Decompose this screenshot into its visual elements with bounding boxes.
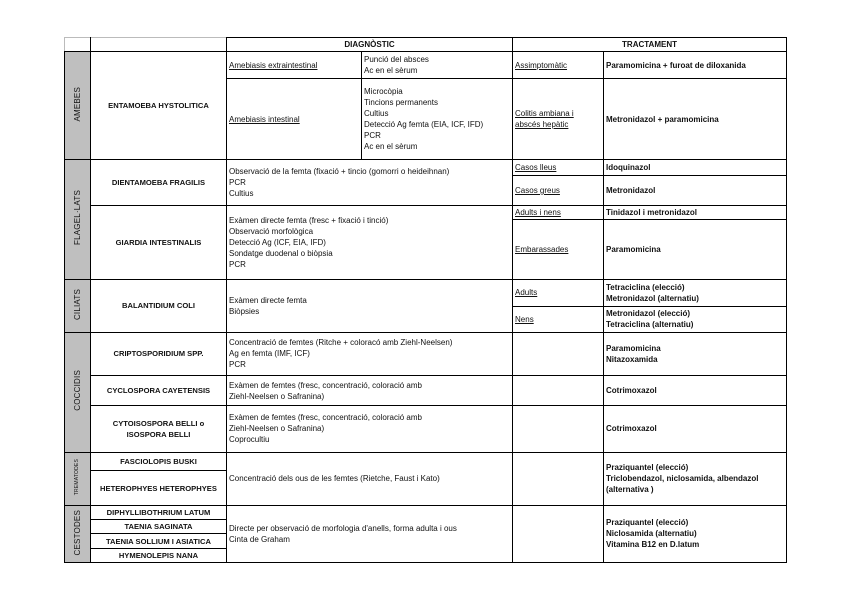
group-ciliats: CILIATS — [65, 279, 91, 332]
group-trematodes: TREMATODES — [65, 452, 91, 505]
case-colitis: Colitis ambiana i abscés hepàtic — [513, 78, 604, 160]
organism-dientamoeba: DIENTAMOEBA FRAGILIS — [91, 160, 227, 206]
case-assimptomatic: Assimptomàtic — [513, 52, 604, 79]
trematodes-case — [513, 452, 604, 505]
organism-diphyllibothrium: DIPHYLLIBOTHRIUM LATUM — [91, 505, 227, 519]
organism-balantidium: BALANTIDIUM COLI — [91, 279, 227, 332]
treatment-lleus: Idoquinazol — [604, 160, 787, 175]
treatment-criptosporidium: Paramomicina Nitazoxamida — [604, 332, 787, 376]
case-embarassades: Embarassades — [513, 220, 604, 279]
intestinal-tests: Microcòpia Tincions permanents Cultius Detecció Ag femta (EIA, ICF, IFD) PCR Ac en el sèrum — [362, 78, 513, 160]
trematodes-diagnostic: Concentració dels ous de les femtes (Rietche, Faust i Kato) — [227, 452, 513, 505]
diagnostic-header: DIAGNÒSTIC — [227, 38, 513, 52]
amebiasis-extraintestinal: Amebiasis extraintestinal — [227, 52, 362, 79]
corner-cell — [65, 38, 91, 52]
treatment-greus: Metronidazol — [604, 175, 787, 206]
organism-taenia-saginata: TAENIA SAGINATA — [91, 520, 227, 534]
criptosporidium-diagnostic: Concentració de femtes (Ritche + coloracó amb Ziehl-Neelsen) Ag en femta (IMF, ICF) PCR — [227, 332, 513, 376]
amebiasis-intestinal: Amebiasis intestinal — [227, 78, 362, 160]
cestodes-diagnostic: Directe per observació de morfologia d'anells, forma adulta i ous Cinta de Graham — [227, 505, 513, 562]
organism-entamoeba: ENTAMOEBA HYSTOLITICA — [91, 52, 227, 160]
treatment-embarassades: Paramomicina — [604, 220, 787, 279]
treatment-adults-nens: Tinidazol i metronidazol — [604, 206, 787, 220]
cytoisospora-diagnostic: Exàmen de femtes (fresc, concentració, coloració amb Ziehl-Neelsen o Safranina) Coprocultiu — [227, 405, 513, 452]
cytoisospora-case — [513, 405, 604, 452]
treatment-adults: Tetraciclina (elecció) Metronidazol (alternatiu) — [604, 279, 787, 307]
cyclospora-diagnostic: Exàmen de femtes (fresc, concentració, coloració amb Ziehl-Neelsen o Safranina) — [227, 376, 513, 406]
case-adults: Adults — [513, 279, 604, 307]
organism-criptosporidium: CRIPTOSPORIDIUM SPP. — [91, 332, 227, 376]
balantidium-diagnostic: Exàmen directe femta Biòpsies — [227, 279, 513, 332]
treatment-cestodes: Praziquantel (elecció) Niclosamida (alternatiu) Vitamina B12 en D.latum — [604, 505, 787, 562]
parasites-table — [64, 37, 787, 563]
group-amebes: AMEBES — [65, 52, 91, 160]
treatment-extraintestinal: Paramomicina + furoat de diloxanida — [604, 52, 787, 79]
organism-taenia-sollium: TAENIA SOLLIUM I ASIATICA — [91, 534, 227, 548]
treatment-cyclospora: Cotrimoxazol — [604, 376, 787, 406]
organism-cytoisospora: CYTOISOSPORA BELLI o ISOSPORA BELLI — [91, 405, 227, 452]
case-greus: Casos greus — [513, 175, 604, 206]
criptosporidium-case — [513, 332, 604, 376]
cyclospora-case — [513, 376, 604, 406]
corner-cell — [91, 38, 227, 52]
extraintestinal-tests: Punció del absces Ac en el sèrum — [362, 52, 513, 79]
group-flagellats: FLAGEL·LATS — [65, 160, 91, 279]
treatment-trematodes: Praziquantel (elecció) Triclobendazol, niclosamida, albendazol (alternativa ) — [604, 452, 787, 505]
organism-heterophyes: HETEROPHYES HETEROPHYES — [91, 471, 227, 506]
group-coccidis: COCCIDIS — [65, 332, 91, 452]
treatment-intestinal: Metronidazol + paramomicina — [604, 78, 787, 160]
case-lleus: Casos lleus — [513, 160, 604, 175]
treatment-cytoisospora: Cotrimoxazol — [604, 405, 787, 452]
dientamoeba-diagnostic: Observació de la femta (fixació + tincio (gomorri o heideihnan) PCR Cultius — [227, 160, 513, 206]
giardia-diagnostic: Exàmen directe femta (fresc + fixació i tinció) Observació morfològica Detecció Ag (ICF, EIA, IFD) Sondatge duodenal o biòpsia PCR — [227, 206, 513, 279]
treatment-nens: Metronidazol (elecció) Tetraciclina (alternatiu) — [604, 307, 787, 332]
case-nens: Nens — [513, 307, 604, 332]
organism-hymenolepis: HYMENOLEPIS NANA — [91, 548, 227, 562]
group-cestodes: CESTODES — [65, 505, 91, 562]
treatment-header: TRACTAMENT — [513, 38, 787, 52]
organism-giardia: GIARDIA INTESTINALIS — [91, 206, 227, 279]
case-adults-nens: Adults i nens — [513, 206, 604, 220]
organism-cyclospora: CYCLOSPORA CAYETENSIS — [91, 376, 227, 406]
cestodes-case — [513, 505, 604, 562]
organism-fasciolopis: FASCIOLOPIS BUSKI — [91, 452, 227, 470]
